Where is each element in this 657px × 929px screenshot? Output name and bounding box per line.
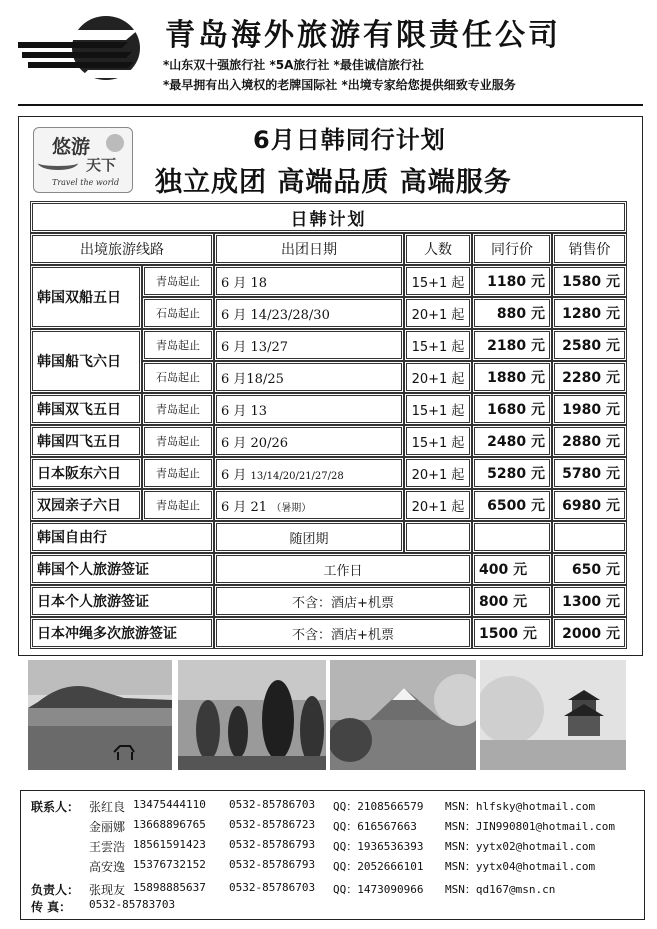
manager-msn: MSN：qd167@msn.cn — [445, 883, 556, 896]
peer-price: 1880 元 — [472, 361, 552, 393]
table-row — [30, 265, 627, 297]
route-name: 双园亲子六日 — [30, 489, 142, 521]
manager-mobile: 15898885637 — [133, 881, 206, 894]
route-name: 韩国船飞六日 — [30, 329, 142, 393]
peer-price: 6500 元 — [472, 489, 552, 521]
photo-strip — [28, 660, 626, 770]
contact-section — [20, 790, 645, 920]
contact-mobile: 13475444110 — [133, 798, 206, 811]
retail-price: 5780 元 — [552, 457, 627, 489]
table-row — [30, 489, 627, 521]
group-size: 15+1 起 — [404, 393, 472, 425]
visa-note: 不含：酒店+机票 — [214, 585, 472, 617]
departure-origin: 青岛起止 — [142, 489, 214, 521]
contact-row — [21, 858, 646, 876]
departure-origin: 青岛起止 — [142, 329, 214, 361]
peer-price: 5280 元 — [472, 457, 552, 489]
retail-price: 2880 元 — [552, 425, 627, 457]
date-month: 6 月 21 — [221, 499, 272, 515]
departure-origin: 石岛起止 — [142, 297, 214, 329]
departure-origin: 青岛起止 — [142, 265, 214, 297]
contact-msn: MSN：yytx04@hotmail.com — [445, 860, 596, 873]
contact-label: 联系人： — [31, 800, 80, 814]
table-row — [30, 425, 627, 457]
peer-price: 2480 元 — [472, 425, 552, 457]
retail-price: 650 元 — [552, 553, 627, 585]
fax-row — [21, 898, 646, 916]
contact-phone: 0532-85786723 — [229, 818, 316, 831]
visa-note: 工作日 — [214, 553, 472, 585]
table-row — [30, 329, 627, 361]
route-name: 韩国双飞五日 — [30, 393, 142, 425]
contact-qq: QQ：616567663 — [333, 820, 417, 833]
contact-row — [21, 838, 646, 856]
tagline-1: *山东双十强旅行社 *5A旅行社 *最佳诚信旅行社 — [163, 58, 424, 72]
contact-name: 高安逸 — [89, 860, 126, 874]
stone-statues-photo — [178, 660, 326, 770]
manager-qq: QQ：1473090966 — [333, 883, 424, 896]
plan-slogan: 独立成团 高端品质 高端服务 — [155, 167, 512, 198]
peer-price: 880 元 — [472, 297, 552, 329]
company-name: 青岛海外旅游有限责任公司 — [165, 18, 561, 53]
header-divider — [18, 104, 643, 106]
contact-mobile: 15376732152 — [133, 858, 206, 871]
route-name: 韩国四飞五日 — [30, 425, 142, 457]
fax-number: 0532-85783703 — [89, 898, 176, 911]
peer-price: 1180 元 — [472, 265, 552, 297]
retail-price: 1980 元 — [552, 393, 627, 425]
group-size — [404, 521, 472, 553]
contact-mobile: 18561591423 — [133, 838, 206, 851]
visa-note: 不含：酒店+机票 — [214, 617, 472, 649]
table-row — [30, 393, 627, 425]
departure-date — [214, 457, 404, 489]
coastal-landscape-photo — [28, 660, 172, 770]
departure-origin: 青岛起止 — [142, 425, 214, 457]
contact-name: 张红良 — [89, 800, 126, 814]
retail-price: 2280 元 — [552, 361, 627, 393]
badge-text-2: 天下 — [86, 156, 117, 174]
contact-msn: MSN：hlfsky@hotmail.com — [445, 800, 596, 813]
visa-name: 日本个人旅游签证 — [30, 585, 214, 617]
peer-price: 1500 元 — [472, 617, 552, 649]
contact-phone: 0532-85786703 — [229, 798, 316, 811]
table-row — [30, 553, 627, 585]
contact-msn: MSN：yytx02@hotmail.com — [445, 840, 596, 853]
contact-phone: 0532-85786793 — [229, 838, 316, 851]
header — [0, 0, 657, 106]
contact-row — [21, 818, 646, 836]
group-size: 15+1 起 — [404, 425, 472, 457]
contact-qq: QQ：1936536393 — [333, 840, 424, 853]
retail-price — [552, 521, 627, 553]
table-row — [30, 521, 627, 553]
departure-origin: 石岛起止 — [142, 361, 214, 393]
route-name: 韩国自由行 — [30, 521, 214, 553]
departure-date: 随团期 — [214, 521, 404, 553]
group-size: 20+1 起 — [404, 361, 472, 393]
peer-price: 1680 元 — [472, 393, 552, 425]
table-row — [30, 585, 627, 617]
departure-origin: 青岛起止 — [142, 457, 214, 489]
group-size: 20+1 起 — [404, 457, 472, 489]
table-header-row — [30, 233, 627, 265]
badge-text-1: 悠游 — [52, 136, 91, 158]
retail-price: 6980 元 — [552, 489, 627, 521]
contact-phone: 0532-85786793 — [229, 858, 316, 871]
company-logo-icon — [18, 10, 148, 88]
column-header: 出境旅游线路 — [30, 233, 214, 265]
manager-row — [21, 881, 646, 899]
date-note: （暑期） — [271, 502, 312, 514]
visa-name: 韩国个人旅游签证 — [30, 553, 214, 585]
departure-date: 6 月 14/23/28/30 — [214, 297, 404, 329]
route-name: 韩国双船五日 — [30, 265, 142, 329]
fax-label: 传 真： — [31, 900, 72, 914]
plan-title: 6月日韩同行计划 — [253, 126, 446, 154]
column-header: 同行价 — [472, 233, 552, 265]
table-row — [30, 617, 627, 649]
route-name: 日本阪东六日 — [30, 457, 142, 489]
retail-price: 1280 元 — [552, 297, 627, 329]
contact-qq: QQ：2052666101 — [333, 860, 424, 873]
date-month: 6 月 — [221, 467, 251, 483]
table-caption: 日韩计划 — [30, 201, 627, 233]
group-size: 15+1 起 — [404, 265, 472, 297]
departure-date: 6 月 13/27 — [214, 329, 404, 361]
column-header: 人数 — [404, 233, 472, 265]
sun-icon — [106, 134, 124, 152]
peer-price — [472, 521, 552, 553]
manager-phone: 0532-85786703 — [229, 881, 316, 894]
contact-msn: MSN：JIN990801@hotmail.com — [445, 820, 615, 833]
price-table — [30, 201, 627, 649]
manager-name: 张现友 — [89, 883, 126, 897]
japanese-castle-photo — [480, 660, 626, 770]
peer-price: 400 元 — [472, 553, 552, 585]
contact-name: 王雲浩 — [89, 840, 126, 854]
departure-date: 6 月 18 — [214, 265, 404, 297]
brand-badge — [33, 127, 133, 193]
departure-date: 6 月 20/26 — [214, 425, 404, 457]
group-size: 15+1 起 — [404, 329, 472, 361]
retail-price: 2000 元 — [552, 617, 627, 649]
mount-fuji-photo — [330, 660, 476, 770]
contact-row — [21, 798, 646, 816]
tagline-2: *最早拥有出入境权的老牌国际社 *出境专家给您提供细致专业服务 — [163, 78, 516, 92]
retail-price: 2580 元 — [552, 329, 627, 361]
contact-name: 金丽娜 — [89, 820, 126, 834]
group-size: 20+1 起 — [404, 489, 472, 521]
peer-price: 800 元 — [472, 585, 552, 617]
contact-mobile: 13668896765 — [133, 818, 206, 831]
group-size: 20+1 起 — [404, 297, 472, 329]
column-header: 出团日期 — [214, 233, 404, 265]
peer-price: 2180 元 — [472, 329, 552, 361]
departure-origin: 青岛起止 — [142, 393, 214, 425]
retail-price: 1580 元 — [552, 265, 627, 297]
column-header: 销售价 — [552, 233, 627, 265]
date-days: 13/14/20/21/27/28 — [250, 470, 344, 482]
badge-subtitle: Travel the world — [52, 178, 120, 187]
departure-date — [214, 489, 404, 521]
manager-label: 负责人： — [31, 883, 80, 897]
table-row — [30, 457, 627, 489]
departure-date: 6 月 13 — [214, 393, 404, 425]
departure-date: 6 月18/25 — [214, 361, 404, 393]
retail-price: 1300 元 — [552, 585, 627, 617]
contact-qq: QQ：2108566579 — [333, 800, 424, 813]
visa-name: 日本冲绳多次旅游签证 — [30, 617, 214, 649]
